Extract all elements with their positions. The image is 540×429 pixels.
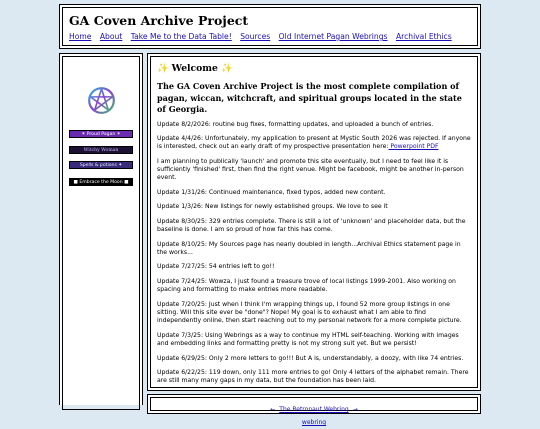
proud-pagan-stamp[interactable]: ✶ Proud Pagan ✶ (69, 130, 133, 138)
update-entry (157, 369, 471, 386)
update-text: Update 7/3/25: Using Webrings as a way to continue my HTML self-teaching. Working with images and embedding links and formatting pretty is not my strong suit yet. But we persist! (157, 331, 459, 348)
second-webring-link[interactable]: webring (301, 419, 327, 426)
content-area (157, 63, 471, 392)
witchy-woman-stamp[interactable]: Witchy Woman (69, 146, 133, 154)
update-entry (157, 189, 471, 197)
pentacle-icon (87, 86, 116, 115)
update-text: Update 7/24/25: Wowza, I just found a treasure trove of local listings 1999-2001. Also working on spacing and formatting to make entries more readable. (157, 277, 456, 294)
nav-link-archival-ethics[interactable]: Archival Ethics (395, 32, 452, 41)
update-text: Update 7/27/25: 54 entries left to go!! (157, 263, 275, 271)
update-entry (157, 135, 471, 152)
main-content-panel (147, 53, 481, 391)
update-entry (157, 218, 471, 235)
update-text: Update 7/20/25: Just when I think I'm wrapping things up, I found 52 more group listings in one sitting. Will this site ever be "done"? Nope! My goal is to exhaust what I am able to find independently online, then start reaching out to my personal network for a more complete picture. (157, 300, 462, 325)
update-entry (157, 301, 471, 326)
webring-prev-arrow[interactable]: ← (270, 406, 276, 413)
update-entry (157, 355, 471, 363)
main-nav (69, 32, 458, 41)
update-text: Update 8/10/25: My Sources page has nearly doubled in length...Archival Ethics statement page in the works... (157, 240, 461, 256)
header-panel (59, 4, 481, 49)
nav-link-data-table[interactable]: Take Me to the Data Table! (130, 32, 232, 41)
powerpoint-pdf-link[interactable]: Powerpoint PDF (388, 143, 439, 151)
nav-link-sources[interactable]: Sources (240, 32, 271, 41)
update-text: I am planning to publically 'launch' and promote this site eventually, but I need to feel like it is sufficiently 'finished' first, then find the right venue. Might be facebook, might be another in-person event. (157, 157, 464, 182)
webring-footer-panel (147, 394, 481, 426)
sidebar-panel (59, 53, 143, 405)
update-text: Update 8/30/25: 329 entries complete. There is still a lot of 'unknown' and placeholder data, but the baseline is done. I am so proud of how far this has come. (157, 217, 466, 234)
spells-stamp[interactable]: Spells & potions ✦ (69, 161, 133, 169)
update-entry (157, 158, 471, 183)
webring-next-arrow[interactable]: → (352, 406, 358, 413)
update-entry (157, 121, 471, 129)
webring-bar (148, 403, 480, 429)
intro-statement: The GA Coven Archive Project is the most complete compilation of pagan, wiccan, witchcraft, and spiritual groups located in the state of Georgia. (157, 81, 462, 114)
site-title: GA Coven Archive Project (69, 13, 249, 28)
update-entry (157, 263, 471, 271)
update-entry (157, 203, 471, 211)
update-text: Update 4/4/26: Unfortunately, my application to present at Mystic South 2026 was rejected. If anyone is interested, check out an early draft of my prospective presentation here: (157, 134, 471, 151)
update-text: Update 6/22/25: 119 down, only 111 more entries to go! Only 4 letters of the alphabet remain. There are still many many gaps in my data, but the foundation has been laid. (157, 368, 469, 385)
update-entry (157, 332, 471, 349)
nav-link-home[interactable]: Home (69, 32, 92, 41)
embrace-the-moon-stamp[interactable]: ■ Embrace the Moon ■ (69, 178, 133, 186)
update-entry (157, 241, 471, 258)
update-text: Update 1/31/26: Continued maintenance, fixed typos, added new content. (157, 188, 386, 196)
update-text: Update 8/2/2026: routine bug fixes, formatting updates, and uploaded a bunch of entries. (157, 120, 434, 128)
nav-link-about[interactable]: About (99, 32, 123, 41)
nav-link-webrings[interactable]: Old Internet Pagan Webrings (278, 32, 388, 41)
welcome-heading: ✨ Welcome ✨ (157, 63, 233, 74)
update-text: Update 1/3/26: New listings for newly established groups. We love to see it (157, 203, 388, 211)
update-entry (157, 278, 471, 295)
retronaut-webring-link[interactable]: The Retronaut Webring (279, 406, 349, 413)
update-text: Update 6/29/25: Only 2 more letters to go!!! But A is, understandably, a doozy, with like 74 entries. (157, 354, 464, 362)
